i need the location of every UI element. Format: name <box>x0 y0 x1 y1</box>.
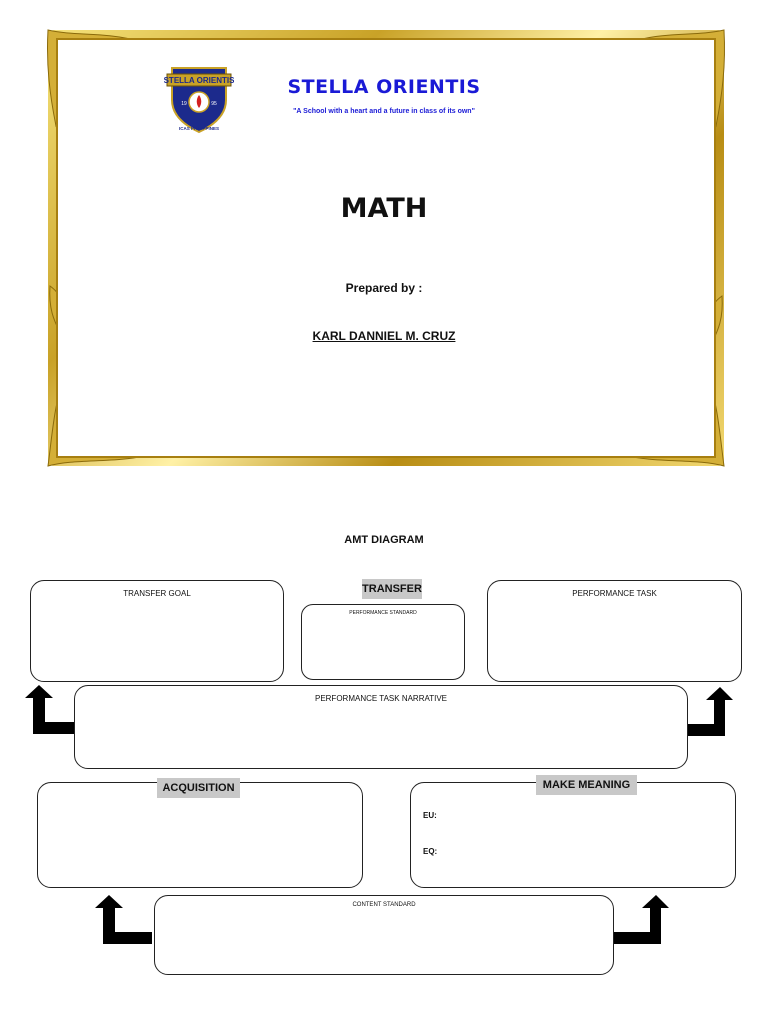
performance-task-label: PERFORMANCE TASK <box>572 589 657 598</box>
logo-footer-text: ICAS PHILIPPINES <box>178 126 220 131</box>
make-meaning-box <box>410 782 736 888</box>
prepared-by-label: Prepared by : <box>345 281 423 295</box>
logo-year-left: 19 <box>181 101 187 107</box>
school-name: STELLA ORIENTIS <box>287 76 481 98</box>
transfer-goal-label: TRANSFER GOAL <box>123 589 191 598</box>
author-name: KARL DANNIEL M. CRUZ <box>312 329 456 343</box>
content-standard-box <box>154 895 614 975</box>
performance-standard-label: PERFORMANCE STANDARD <box>349 610 417 616</box>
performance-task-narrative-box <box>74 685 688 769</box>
arrow-up-right-icon <box>684 686 734 738</box>
logo-year-right: 95 <box>211 101 217 107</box>
transfer-tag: TRANSFER <box>362 579 422 599</box>
make-meaning-tag: MAKE MEANING <box>536 775 637 795</box>
school-logo <box>164 62 234 134</box>
arrow-up-left-icon-2 <box>94 894 154 948</box>
arrow-up-left-icon <box>24 684 80 738</box>
content-standard-label: CONTENT STANDARD <box>352 902 416 908</box>
school-motto: "A School with a heart and a future in class of its own" <box>293 108 475 115</box>
logo-banner-text: STELLA ORIENTIS <box>164 76 234 85</box>
diagram-title: AMT DIAGRAM <box>344 534 424 546</box>
performance-task-narrative-label: PERFORMANCE TASK NARRATIVE <box>314 694 448 703</box>
subject-title: MATH <box>340 193 428 224</box>
arrow-up-right-icon-2 <box>612 894 670 948</box>
acquisition-tag: ACQUISITION <box>157 778 240 798</box>
cover-frame-inner <box>56 38 716 458</box>
transfer-goal-box <box>30 580 284 682</box>
performance-standard-box <box>301 604 465 680</box>
eq-label: EQ: <box>423 847 438 856</box>
eu-label: EU: <box>423 811 437 820</box>
performance-task-box <box>487 580 742 682</box>
